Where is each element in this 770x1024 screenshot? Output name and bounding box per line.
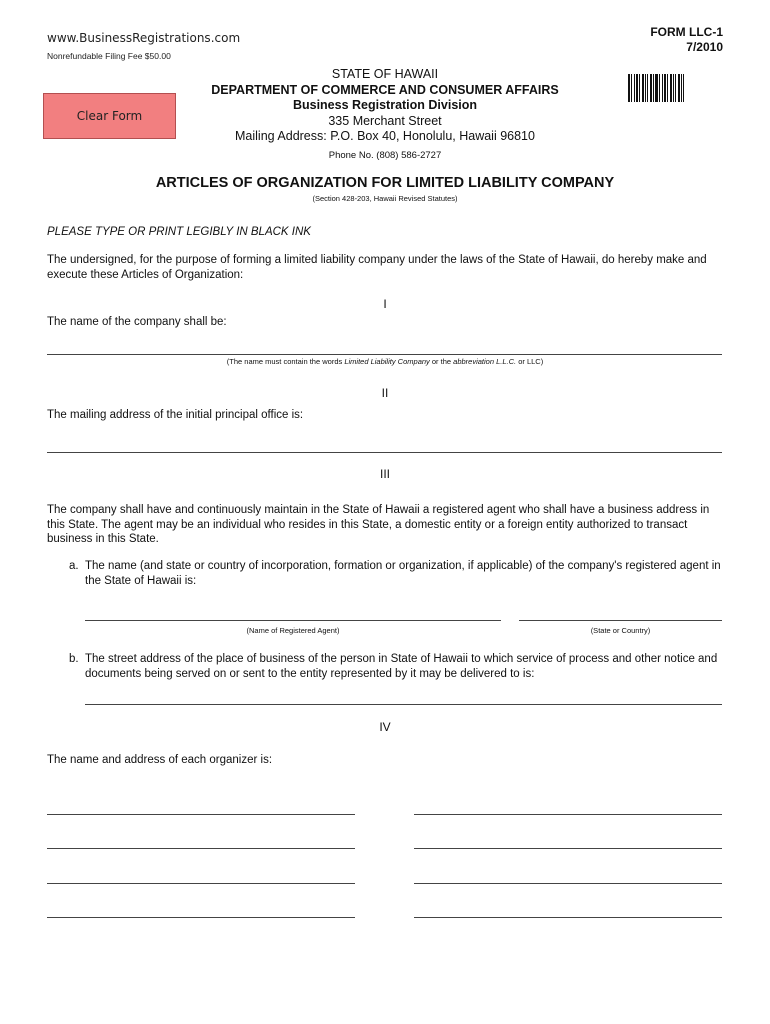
agent-name-caption: (Name of Registered Agent) [246,626,340,635]
mailing-address-label: The mailing address of the initial principal office is: [47,409,304,421]
agency-department: DEPARTMENT OF COMMERCE AND CONSUMER AFFAIRS [211,82,559,97]
agent-street-address-field[interactable] [85,704,722,705]
form-date: 7/2010 [686,40,723,54]
organizer-address-field-2[interactable] [414,848,722,849]
agency-header [150,67,620,163]
agency-street: 335 Merchant Street [328,113,442,128]
agent-state-caption: (State or Country) [590,626,651,635]
registered-agent-name-field[interactable] [85,620,501,621]
organizer-name-field-2[interactable] [47,848,355,849]
form-number-block [650,25,723,55]
form-number: FORM LLC-1 [650,25,723,39]
organizer-name-field-3[interactable] [47,883,355,884]
mailing-address-field[interactable] [47,452,722,453]
organizer-address-field-1[interactable] [414,814,722,815]
company-name-label: The name of the company shall be: [47,316,227,328]
organizer-name-field-1[interactable] [47,814,355,815]
organizer-address-field-4[interactable] [414,917,722,918]
organizer-address-field-3[interactable] [414,883,722,884]
section-i-numeral: I [383,297,387,311]
barcode-icon [628,74,684,102]
form-subtitle: (Section 428-203, Hawaii Revised Statutes) [312,194,458,203]
intro-paragraph: The undersigned, for the purpose of forming a limited liability company under the laws of the State of Hawaii, do hereby make and execute these Articles of Organization: [47,254,707,281]
organizer-name-field-4[interactable] [47,917,355,918]
item-b-text: The street address of the place of business of the person in State of Hawaii to which service of process and other notice and documents being served on or sent to the entity represented by it may be delivered to is: [85,653,718,680]
agency-state: STATE OF HAWAII [331,67,439,81]
website-url: www.BusinessRegistrations.com [47,31,241,45]
organizer-label: The name and address of each organizer is: [47,754,273,766]
note-abbreviation: abbreviation L.L.C. [453,357,517,366]
clear-form-button[interactable]: Clear Form [43,93,176,139]
note-prefix: (The name must contain the words [226,357,345,366]
note-llc-words: Limited Liability Company [344,357,430,366]
item-b-marker: b. [69,653,79,665]
section-iii-numeral: III [379,467,390,481]
company-name-note [0,357,770,366]
note-end: or LLC) [516,357,544,366]
registered-agent-paragraph: The company shall have and continuously maintain in the State of Hawaii a registered agent who shall have a business address in this State. The agent may be an individual who resides in this State, a domestic entity or a foreign entity authorized to transact business in this State. [47,504,710,545]
filing-fee: Nonrefundable Filing Fee $50.00 [47,51,171,61]
company-name-field[interactable] [47,354,722,355]
registered-agent-state-field[interactable] [519,620,722,621]
agency-division: Business Registration Division [292,98,478,112]
item-a-text: The name (and state or country of incorporation, formation or organization, if applicable) of the company's registered agent in the State of Hawaii is: [85,560,721,587]
agency-mailing-address: Mailing Address: P.O. Box 40, Honolulu, Hawaii 96810 [235,129,535,143]
instruction: PLEASE TYPE OR PRINT LEGIBLY IN BLACK INK [47,226,311,238]
section-ii-numeral: II [381,386,389,400]
section-iv-numeral: IV [379,720,391,734]
agency-phone: Phone No. (808) 586-2727 [328,149,442,161]
note-middle: or the [429,357,454,366]
form-title: ARTICLES OF ORGANIZATION FOR LIMITED LIABILITY COMPANY [155,175,615,191]
item-a-marker: a. [69,560,79,572]
